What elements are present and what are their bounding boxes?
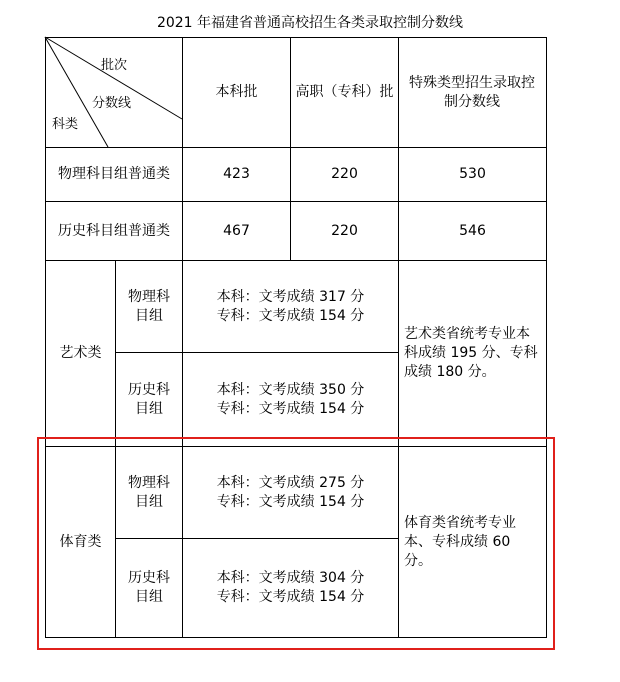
art-note: 艺术类省统考专业本科成绩 195 分、专科成绩 180 分。 xyxy=(404,326,538,380)
col-undergrad-header: 本科批 xyxy=(215,84,258,100)
row-label: 历史科目组普通类 xyxy=(58,222,170,239)
art-group-physics: 物理科目组 xyxy=(128,288,170,324)
undergrad-line: 本科：文考成绩 317 分 xyxy=(216,288,365,305)
art-history-scores xyxy=(183,353,398,446)
highlight-box xyxy=(37,437,555,650)
special-score: 546 xyxy=(459,222,486,239)
undergrad-score: 423 xyxy=(223,166,250,182)
art-physics-scores xyxy=(183,261,398,352)
vocational-line: 专科：文考成绩 154 分 xyxy=(216,400,365,417)
header-batch-label: 批次 xyxy=(101,58,128,73)
page-title: 2021 年福建省普通高校招生各类录取控制分数线 xyxy=(156,15,464,31)
vocational-line: 专科：文考成绩 154 分 xyxy=(216,307,365,324)
col-special-header: 特殊类型招生录取控制分数线 xyxy=(409,74,535,110)
undergrad-line: 本科：文考成绩 350 分 xyxy=(216,381,365,398)
art-category-label: 艺术类 xyxy=(59,345,102,361)
sports-category-label: 体育类 xyxy=(59,533,102,550)
sports-note: 体育类省统考专业本、专科成绩 60 分。 xyxy=(404,514,516,569)
vocational-line: 专科：文考成绩 154 分 xyxy=(216,493,365,510)
vocational-line: 专科：文考成绩 154 分 xyxy=(216,589,365,605)
sports-group-physics: 物理科目组 xyxy=(128,474,170,510)
art-group-history: 历史科目组 xyxy=(128,381,170,417)
header-score-label: 分数线 xyxy=(92,96,132,111)
header-subject-label: 科类 xyxy=(52,117,79,132)
undergrad-line: 本科：文考成绩 304 分 xyxy=(216,570,365,586)
vocational-score: 220 xyxy=(331,222,358,239)
col-vocational-header: 高职（专科）批 xyxy=(295,84,394,100)
special-score: 530 xyxy=(459,166,486,182)
row-label: 物理科目组普通类 xyxy=(58,166,170,182)
vocational-score: 220 xyxy=(331,166,358,182)
undergrad-line: 本科：文考成绩 275 分 xyxy=(216,474,365,491)
undergrad-score: 467 xyxy=(223,222,250,239)
sports-group-history: 历史科目组 xyxy=(128,570,170,605)
